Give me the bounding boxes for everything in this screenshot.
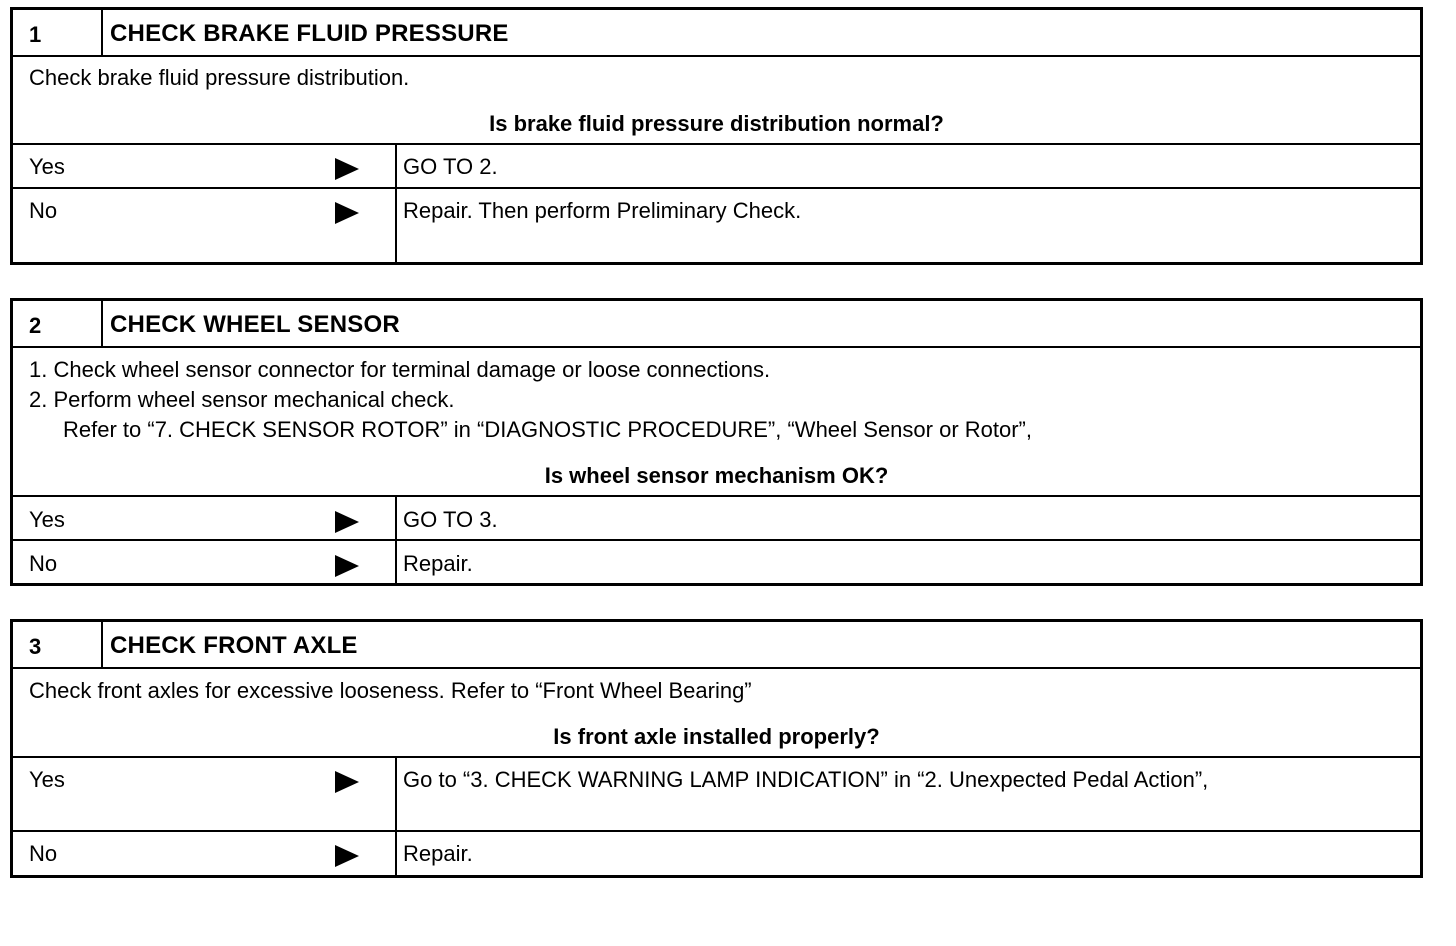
instruction-reference: Refer to “7. CHECK SENSOR ROTOR” in “DIAGNOSTIC PROCEDURE”, “Wheel Sensor or Rotor”, (63, 417, 1032, 442)
step-3-table (10, 619, 1423, 878)
step-number: 3 (29, 634, 42, 659)
step-1-table (10, 7, 1423, 265)
step-2-table (10, 298, 1423, 586)
yes-label: Yes (29, 767, 65, 792)
arrow-right-icon (335, 511, 359, 533)
row-divider (13, 495, 1420, 497)
step-title: CHECK FRONT AXLE (110, 632, 358, 659)
header-divider (101, 301, 103, 346)
yes-label: Yes (29, 507, 65, 532)
instruction-item: 1. Check wheel sensor connector for terminal damage or loose connections. (29, 357, 771, 382)
no-label: No (29, 551, 58, 576)
step-question: Is front axle installed properly? (553, 724, 880, 749)
step-question: Is wheel sensor mechanism OK? (544, 463, 889, 488)
step-number: 1 (29, 22, 42, 47)
step-instruction: Check front axles for excessive looseness. Refer to “Front Wheel Bearing” (29, 678, 752, 703)
arrow-right-icon (335, 845, 359, 867)
yes-label: Yes (29, 154, 65, 179)
yes-action: GO TO 2. (403, 154, 498, 179)
arrow-right-icon (335, 771, 359, 793)
step-question: Is brake fluid pressure distribution normal? (489, 111, 944, 136)
step-title: CHECK WHEEL SENSOR (110, 311, 400, 338)
arrow-right-icon (335, 158, 359, 180)
no-action: Repair. (403, 551, 473, 576)
header-divider (101, 622, 103, 667)
row-divider (13, 756, 1420, 758)
step-instruction-list (29, 355, 1032, 445)
header-divider (101, 10, 103, 55)
row-divider (13, 143, 1420, 145)
step-number: 2 (29, 313, 42, 338)
row-divider (13, 539, 1420, 541)
row-divider (13, 830, 1420, 832)
row-divider (13, 346, 1420, 348)
no-action: Repair. Then perform Preliminary Check. (403, 198, 802, 223)
arrow-right-icon (335, 202, 359, 224)
no-label: No (29, 841, 58, 866)
row-divider (13, 55, 1420, 57)
yes-action: Go to “3. CHECK WARNING LAMP INDICATION” in “2. Unexpected Pedal Action”, (403, 767, 1209, 792)
no-label: No (29, 198, 58, 223)
answer-divider (395, 143, 397, 262)
step-title: CHECK BRAKE FLUID PRESSURE (110, 20, 509, 47)
yes-action: GO TO 3. (403, 507, 498, 532)
row-divider (13, 187, 1420, 189)
step-instruction: Check brake fluid pressure distribution. (29, 65, 410, 90)
instruction-item: 2. Perform wheel sensor mechanical check. (29, 387, 455, 412)
no-action: Repair. (403, 841, 473, 866)
arrow-right-icon (335, 555, 359, 577)
row-divider (13, 667, 1420, 669)
answer-divider (395, 756, 397, 875)
